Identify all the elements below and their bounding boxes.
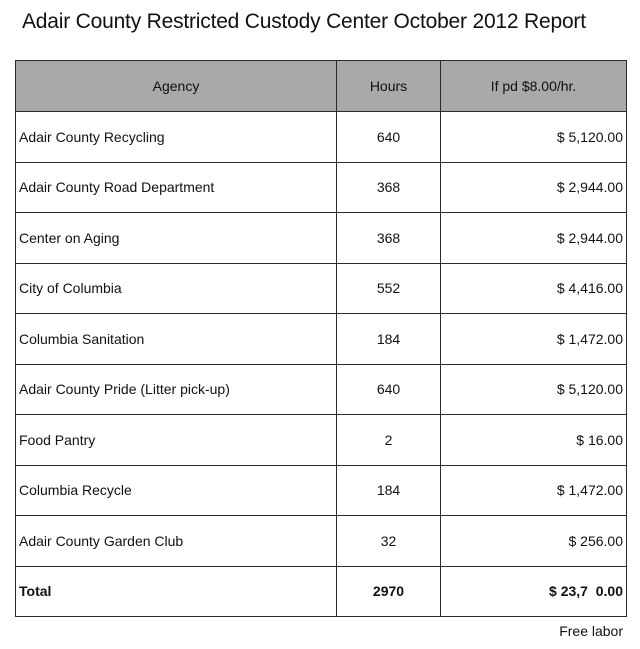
pay-cell: $ 4,416.00 <box>441 263 627 314</box>
agency-cell: Food Pantry <box>16 415 337 466</box>
table-row <box>16 263 627 314</box>
hours-cell: 368 <box>337 213 441 264</box>
agency-cell: Columbia Recycle <box>16 465 337 516</box>
report-table <box>15 60 627 617</box>
total-pay: $ 23,7 0.00 <box>441 566 627 617</box>
pay-cell: $ 1,472.00 <box>441 314 627 365</box>
hours-cell: 184 <box>337 314 441 365</box>
table-row <box>16 162 627 213</box>
header-row <box>16 61 627 112</box>
agency-cell: Adair County Garden Club <box>16 516 337 567</box>
footnote: Free labor <box>559 623 623 639</box>
agency-cell: Center on Aging <box>16 213 337 264</box>
header-agency: Agency <box>16 61 337 112</box>
header-hours: Hours <box>337 61 441 112</box>
pay-cell: $ 5,120.00 <box>441 112 627 163</box>
table-row <box>16 314 627 365</box>
table-row <box>16 465 627 516</box>
agency-cell: Adair County Recycling <box>16 112 337 163</box>
table-row <box>16 516 627 567</box>
hours-cell: 184 <box>337 465 441 516</box>
hours-cell: 368 <box>337 162 441 213</box>
pay-cell: $ 256.00 <box>441 516 627 567</box>
pay-cell: $ 2,944.00 <box>441 213 627 264</box>
table-row <box>16 213 627 264</box>
total-row <box>16 566 627 617</box>
table-row <box>16 112 627 163</box>
hours-cell: 32 <box>337 516 441 567</box>
agency-cell: Adair County Pride (Litter pick-up) <box>16 364 337 415</box>
total-label: Total <box>16 566 337 617</box>
pay-cell: $ 2,944.00 <box>441 162 627 213</box>
header-pay: If pd $8.00/hr. <box>441 61 627 112</box>
pay-cell: $ 5,120.00 <box>441 364 627 415</box>
hours-cell: 640 <box>337 364 441 415</box>
hours-cell: 640 <box>337 112 441 163</box>
hours-cell: 552 <box>337 263 441 314</box>
table-row <box>16 415 627 466</box>
total-hours: 2970 <box>337 566 441 617</box>
pay-cell: $ 16.00 <box>441 415 627 466</box>
hours-cell: 2 <box>337 415 441 466</box>
pay-cell: $ 1,472.00 <box>441 465 627 516</box>
report-title: Adair County Restricted Custody Center October 2012 Report <box>22 10 586 33</box>
agency-cell: City of Columbia <box>16 263 337 314</box>
table-row <box>16 364 627 415</box>
agency-cell: Columbia Sanitation <box>16 314 337 365</box>
agency-cell: Adair County Road Department <box>16 162 337 213</box>
